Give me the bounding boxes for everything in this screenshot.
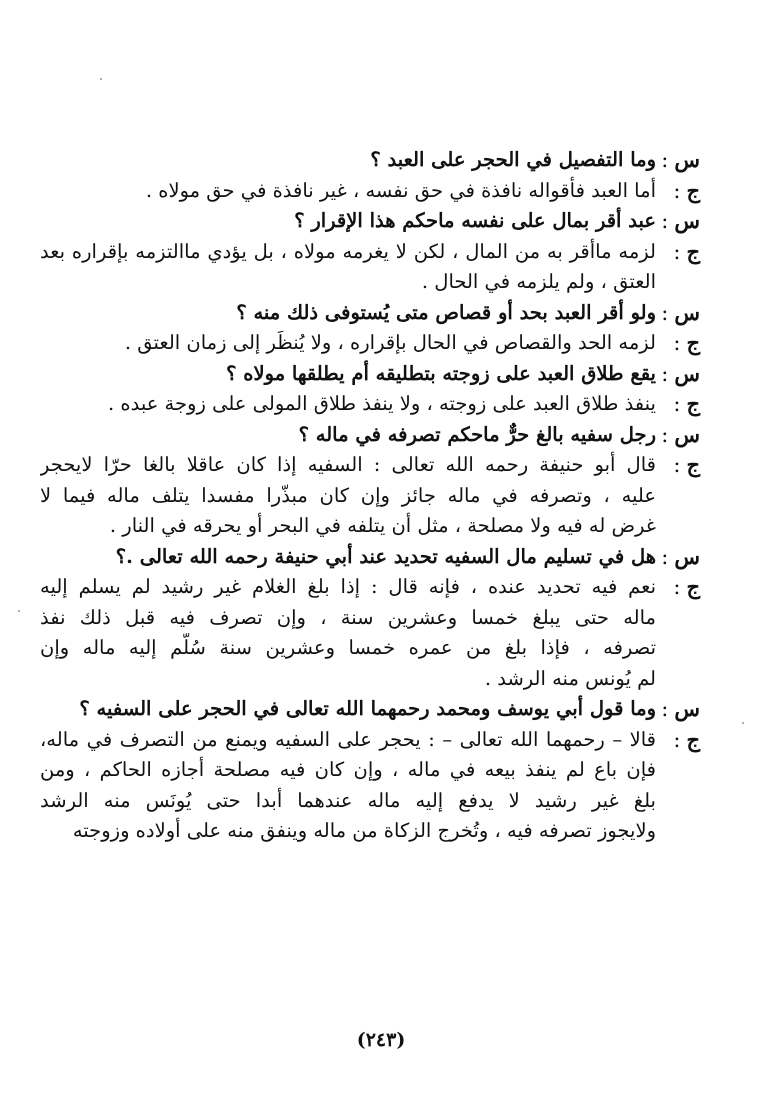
text-line: غرض له فيه ولا مصلحة ، مثل أن يتلفه في البحر أو يحرقه في النار .	[109, 514, 656, 537]
question-marker	[656, 145, 700, 176]
marker-separator: :	[673, 331, 681, 355]
text-line: وما التفصيل في الحجر على العبد ؟	[370, 148, 656, 171]
marker-letter: س	[674, 421, 700, 447]
marker-separator: :	[673, 575, 681, 599]
marker-separator: :	[661, 148, 669, 172]
answer-entry	[40, 328, 700, 359]
answer-entry	[40, 572, 700, 694]
qa-text-body	[40, 145, 700, 847]
marker-separator: :	[661, 209, 669, 233]
text-line: ولو أقر العبد بحد أو قصاص متى يُستوفى ذلك منه ؟	[236, 300, 656, 324]
entry-body	[40, 450, 656, 542]
answer-marker	[656, 176, 700, 207]
entry-body	[40, 206, 656, 237]
marker-letter: ج	[686, 574, 700, 599]
entry-body	[40, 145, 656, 176]
entry-body	[40, 298, 656, 329]
text-line: هل في تسليم مال السفيه تحديد عند أبي حنيفة رحمه الله تعالى .؟	[115, 544, 656, 568]
entry-body	[40, 542, 656, 573]
marker-separator: :	[661, 697, 669, 721]
marker-letter: ج	[686, 238, 700, 264]
question-marker	[656, 359, 700, 390]
entry-body	[40, 359, 656, 390]
question-marker	[656, 298, 700, 329]
text-line: فإن باع لم ينفذ بيعه في ماله ، وإن كان فيه مصلحة أجازه الحاكم ، ومن	[40, 758, 656, 781]
marker-separator: :	[673, 239, 681, 264]
question-entry	[40, 145, 700, 176]
marker-letter: ج	[686, 726, 700, 752]
marker-letter: ج	[686, 177, 700, 203]
answer-entry	[40, 450, 700, 542]
answer-marker	[656, 328, 700, 359]
question-marker	[656, 206, 700, 237]
question-entry	[40, 359, 700, 390]
marker-separator: :	[661, 361, 669, 386]
entry-body	[40, 389, 656, 420]
answer-entry	[40, 237, 700, 298]
text-line: وما قول أبي يوسف ومحمد رحمهما الله تعالى في الحجر على السفيه ؟	[79, 697, 656, 720]
entry-body	[40, 420, 656, 451]
entry-body	[40, 237, 656, 298]
question-entry	[40, 542, 700, 573]
marker-separator: :	[661, 300, 669, 325]
question-marker	[656, 420, 700, 451]
question-entry	[40, 206, 700, 237]
text-line: ماله حتى يبلغ خمسا وعشرين سنة ، وإن تصرف فيه قبل ذلك نفذ	[40, 605, 656, 629]
scan-speck	[18, 610, 20, 612]
entry-body	[40, 176, 656, 207]
entry-body	[40, 572, 656, 694]
text-line: لزمه الحد والقصاص في الحال بإقراره ، ولا يُنظَر إلى زمان العتق .	[124, 331, 656, 354]
text-line: قالا – رحمهما الله تعالى – : يحجر على السفيه ويمنع من التصرف في ماله،	[40, 727, 656, 751]
answer-marker	[656, 572, 700, 603]
text-line: لزمه ماأقر به من المال ، لكن لا يغرمه مولاه ، بل يؤدي ماالتزمه بإقراره بعد	[40, 239, 656, 263]
text-line: لم يُونس منه الرشد .	[484, 666, 656, 690]
marker-separator: :	[673, 453, 681, 477]
question-entry	[40, 298, 700, 329]
answer-marker	[656, 450, 700, 481]
page-number: (٢٤٣)	[356, 1029, 406, 1051]
text-line: يقع طلاق العبد على زوجته بتطليقه أم يطلقها مولاه ؟	[226, 361, 656, 385]
marker-separator: :	[673, 727, 681, 752]
entry-body	[40, 725, 656, 847]
answer-marker	[656, 725, 700, 756]
marker-letter: ج	[686, 452, 700, 477]
answer-marker	[656, 389, 700, 420]
text-line: قال أبو حنيفة رحمه الله تعالى : السفيه إذا كان عاقلا بالغا حرّا لايحجر	[40, 453, 656, 476]
question-marker	[656, 542, 700, 573]
text-line: عليه ، وتصرفه في ماله جائز وإن كان مبذّرا مفسدا يتلف ماله فيما لا	[40, 483, 656, 507]
answer-entry	[40, 389, 700, 420]
question-entry	[40, 420, 700, 451]
text-line: رجل سفيه بالغ حرٌّ ماحكم تصرفه في ماله ؟	[298, 422, 656, 446]
answer-entry	[40, 725, 700, 847]
marker-separator: :	[661, 544, 669, 569]
scan-speck	[742, 722, 744, 724]
question-entry	[40, 694, 700, 725]
marker-letter: س	[674, 696, 700, 721]
marker-letter: س	[674, 147, 700, 172]
text-line: بلغ غير رشيد لا يدفع إليه ماله عندهما أبدا حتى يُونَس منه الرشد	[40, 788, 656, 812]
marker-separator: :	[673, 178, 681, 203]
text-line: العتق ، ولم يلزمه في الحال .	[421, 270, 656, 293]
text-line: ينفذ طلاق العبد على زوجته ، ولا ينفذ طلاق المولى على زوجة عبده .	[107, 392, 656, 415]
answer-marker	[656, 237, 700, 268]
marker-letter: ج	[686, 330, 700, 355]
marker-separator: :	[673, 392, 681, 416]
text-line: نعم فيه تحديد عنده ، فإنه قال : إذا بلغ الغلام غير رشيد لم يسلم إليه	[40, 575, 656, 598]
text-line: ولايجوز تصرفه فيه ، وتُخرج الزكاة من ماله وينفق منه على أولاده وزوجته	[72, 819, 656, 842]
marker-letter: ج	[686, 391, 700, 416]
entry-body	[40, 694, 656, 725]
text-line: عبد أقر بمال على نفسه ماحكم هذا الإقرار ؟	[294, 209, 656, 232]
question-marker	[656, 694, 700, 725]
marker-letter: س	[674, 208, 700, 233]
marker-letter: س	[674, 299, 700, 325]
entry-body	[40, 328, 656, 359]
text-line: تصرفه ، فإذا بلغ من عمره خمسا وعشرين سنة سُلّم إليه ماله وإن	[40, 636, 656, 659]
scan-speck	[100, 78, 102, 80]
marker-letter: س	[674, 543, 700, 569]
text-line: أما العبد فأقواله نافذة في حق نفسه ، غير نافذة في حق مولاه .	[145, 178, 656, 202]
answer-entry	[40, 176, 700, 207]
marker-separator: :	[661, 422, 669, 447]
marker-letter: س	[674, 360, 700, 386]
